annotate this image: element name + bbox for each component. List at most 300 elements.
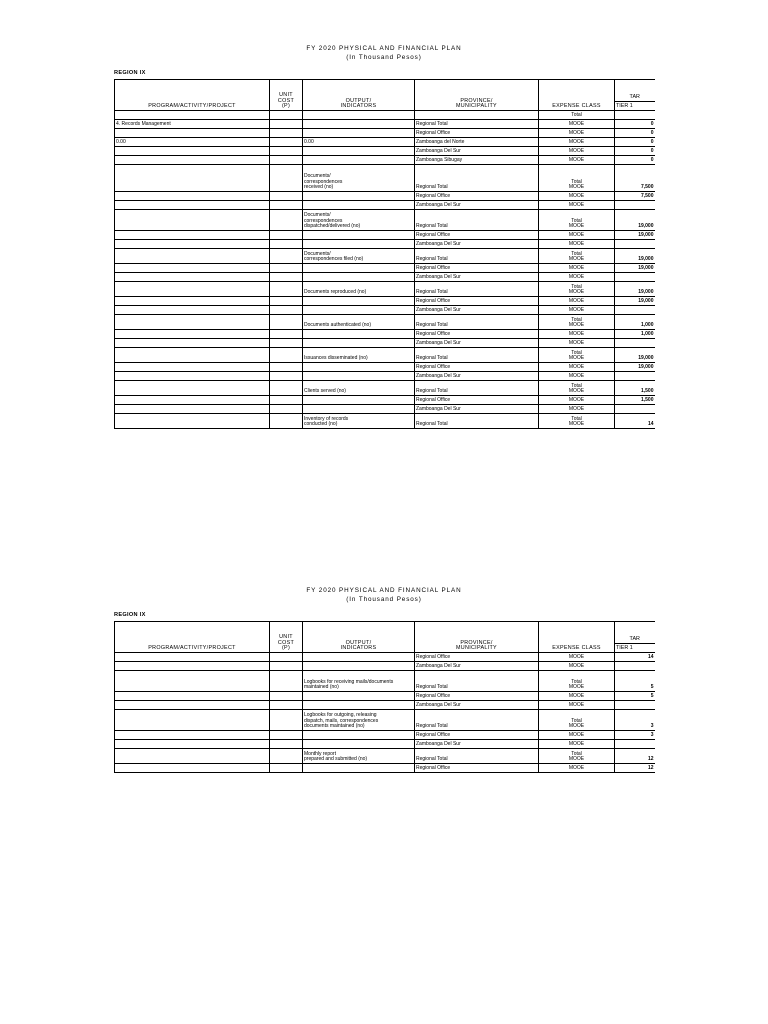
province-cell: Regional Office xyxy=(415,692,539,701)
expense-cell xyxy=(539,111,615,120)
cell-line: COST xyxy=(277,639,295,646)
program-cell xyxy=(115,297,270,306)
cell-line: (P) xyxy=(281,103,291,110)
expense-cell xyxy=(539,147,615,156)
program-cell xyxy=(115,273,270,282)
header-row xyxy=(115,80,655,102)
cell-line: Documents authenticated (no) xyxy=(304,322,371,329)
cell-line: MOOE xyxy=(568,241,585,248)
cell-line: MOOE xyxy=(568,139,585,146)
expense-cell xyxy=(539,264,615,273)
expense-cell xyxy=(539,381,615,396)
cell-line: MOOE xyxy=(568,355,585,362)
cell-line: MOOE xyxy=(568,193,585,200)
unit-cost-cell xyxy=(270,306,303,315)
header-output xyxy=(303,622,415,653)
table-row xyxy=(115,653,655,662)
expense-cell xyxy=(539,710,615,731)
program-cell xyxy=(115,111,270,120)
table-row xyxy=(115,111,655,120)
program-cell xyxy=(115,264,270,273)
table-row xyxy=(115,701,655,710)
table-row xyxy=(115,405,655,414)
province-cell: Zamboanga Del Sur xyxy=(415,701,539,710)
target-value-cell: 0 xyxy=(615,129,655,138)
province-cell: Zamboanga Del Sur xyxy=(415,201,539,210)
cell-line: Total xyxy=(571,382,582,389)
header-output xyxy=(303,80,415,111)
target-value-cell xyxy=(615,701,655,710)
province-cell: Regional Office xyxy=(415,363,539,372)
expense-cell xyxy=(539,653,615,662)
cell-line: maintained (no) xyxy=(304,684,339,691)
output-cell xyxy=(303,396,415,405)
output-cell xyxy=(303,120,415,129)
table-row xyxy=(115,147,655,156)
output-cell xyxy=(303,282,415,297)
table-row xyxy=(115,306,655,315)
header-province xyxy=(415,622,539,653)
header-program: PROGRAM/ACTIVITY/PROJECT xyxy=(115,80,270,111)
expense-cell xyxy=(539,282,615,297)
target-value-cell: 19,000 xyxy=(615,264,655,273)
output-cell xyxy=(303,264,415,273)
cell-line: Total xyxy=(571,750,582,757)
cell-line: MOOE xyxy=(568,202,585,209)
output-cell xyxy=(303,138,415,147)
output-cell xyxy=(303,662,415,671)
program-cell xyxy=(115,701,270,710)
output-cell xyxy=(303,671,415,692)
unit-cost-cell xyxy=(270,210,303,231)
program-cell xyxy=(115,240,270,249)
program-cell: 4. Records Management xyxy=(115,120,270,129)
program-cell xyxy=(115,710,270,731)
cell-line: UNIT xyxy=(279,92,293,99)
output-cell xyxy=(303,710,415,731)
program-cell xyxy=(115,764,270,773)
table-row xyxy=(115,165,655,192)
header-expense-class: EXPENSE CLASS xyxy=(539,622,615,653)
unit-cost-cell xyxy=(270,111,303,120)
province-cell: Regional Office xyxy=(415,396,539,405)
output-cell xyxy=(303,111,415,120)
output-cell xyxy=(303,249,415,264)
cell-line: MOOE xyxy=(568,756,585,763)
output-cell xyxy=(303,156,415,165)
program-cell xyxy=(115,662,270,671)
output-cell xyxy=(303,210,415,231)
target-value-cell: 5 xyxy=(615,692,655,701)
program-cell xyxy=(115,405,270,414)
plan-page-1 xyxy=(0,44,768,428)
cell-line: correspondences filed (no) xyxy=(304,256,364,263)
expense-cell xyxy=(539,662,615,671)
header-unit-cost xyxy=(270,80,303,111)
target-value-cell: 0 xyxy=(615,138,655,147)
target-value-cell: 7,500 xyxy=(615,192,655,201)
expense-cell xyxy=(539,192,615,201)
target-value-cell: 19,000 xyxy=(615,210,655,231)
target-value-cell: 12 xyxy=(615,749,655,764)
cell-line: received (no) xyxy=(304,184,334,191)
expense-cell xyxy=(539,396,615,405)
output-cell xyxy=(303,240,415,249)
output-cell xyxy=(303,231,415,240)
province-cell: Regional Office xyxy=(415,653,539,662)
unit-cost-cell xyxy=(270,749,303,764)
target-value-cell xyxy=(615,273,655,282)
cell-line: Total xyxy=(571,316,582,323)
table-row xyxy=(115,297,655,306)
cell-line: MOOE xyxy=(568,741,585,748)
output-cell xyxy=(303,273,415,282)
program-cell xyxy=(115,210,270,231)
expense-cell xyxy=(539,348,615,363)
table-row xyxy=(115,671,655,692)
table-row xyxy=(115,249,655,264)
cell-line: MOOE xyxy=(568,765,585,772)
expense-cell xyxy=(539,405,615,414)
program-cell xyxy=(115,692,270,701)
province-cell: Regional Office xyxy=(415,764,539,773)
page-title: FY 2020 PHYSICAL AND FINANCIAL PLAN xyxy=(306,587,462,594)
cell-line: OUTPUT/ xyxy=(345,639,372,646)
cell-line: Total xyxy=(571,349,582,356)
table-row xyxy=(115,201,655,210)
province-cell: Zamboanga Del Sur xyxy=(415,405,539,414)
table-row xyxy=(115,749,655,764)
province-cell: Zamboanga Del Sur xyxy=(415,273,539,282)
cell-line: Logbooks for receiving mails/documents xyxy=(304,678,394,685)
target-value-cell xyxy=(615,201,655,210)
province-cell: Zamboanga Del Sur xyxy=(415,147,539,156)
cell-line: Inventory of records xyxy=(304,415,349,422)
table-row xyxy=(115,138,655,147)
expense-cell xyxy=(539,129,615,138)
cell-line: Total xyxy=(571,717,582,724)
expense-cell xyxy=(539,120,615,129)
cell-line: Total xyxy=(571,178,582,185)
target-value-cell: 3 xyxy=(615,731,655,740)
output-cell xyxy=(303,201,415,210)
cell-line: MOOE xyxy=(568,684,585,691)
program-cell xyxy=(115,372,270,381)
unit-cost-cell xyxy=(270,315,303,330)
unit-cost-cell xyxy=(270,138,303,147)
unit-cost-cell xyxy=(270,381,303,396)
cell-line: MOOE xyxy=(568,148,585,155)
unit-cost-cell xyxy=(270,701,303,710)
header-target: TAR xyxy=(615,622,655,644)
program-cell xyxy=(115,749,270,764)
header-expense-class: EXPENSE CLASS xyxy=(539,80,615,111)
program-cell xyxy=(115,192,270,201)
expense-cell xyxy=(539,330,615,339)
expense-cell xyxy=(539,231,615,240)
target-value-cell: 19,000 xyxy=(615,231,655,240)
expense-cell xyxy=(539,273,615,282)
province-cell: Regional Total xyxy=(415,249,539,264)
program-cell xyxy=(115,731,270,740)
cell-line: UNIT xyxy=(279,634,293,641)
cell-line: OUTPUT/ xyxy=(345,97,372,104)
header-row xyxy=(115,622,655,644)
plan-table xyxy=(114,79,655,429)
table-row xyxy=(115,710,655,731)
plan-page-2 xyxy=(0,586,768,772)
table-row xyxy=(115,273,655,282)
cell-line: 0.00 xyxy=(304,139,314,146)
cell-line: MOOE xyxy=(568,265,585,272)
page-subtitle: (In Thousand Pesos) xyxy=(346,54,422,61)
output-cell xyxy=(303,165,415,192)
province-cell: Zamboanga Sibugay xyxy=(415,156,539,165)
cell-line: MOOE xyxy=(568,732,585,739)
cell-line: Documents/ xyxy=(304,212,331,219)
cell-line: MOOE xyxy=(568,723,585,730)
cell-line: MOOE xyxy=(568,364,585,371)
cell-line: MOOE xyxy=(568,130,585,137)
expense-cell xyxy=(539,240,615,249)
province-cell: Regional Office xyxy=(415,731,539,740)
cell-line: MOOE xyxy=(568,702,585,709)
table-row xyxy=(115,381,655,396)
cell-line: MOOE xyxy=(568,232,585,239)
output-cell xyxy=(303,731,415,740)
unit-cost-cell xyxy=(270,710,303,731)
province-cell: Regional Office xyxy=(415,192,539,201)
cell-line: MOOE xyxy=(568,289,585,296)
region-label: REGION IX xyxy=(114,70,146,76)
cell-line: MOOE xyxy=(568,397,585,404)
expense-cell xyxy=(539,372,615,381)
expense-cell xyxy=(539,156,615,165)
output-cell xyxy=(303,414,415,429)
expense-cell xyxy=(539,731,615,740)
expense-cell xyxy=(539,339,615,348)
expense-cell xyxy=(539,165,615,192)
unit-cost-cell xyxy=(270,264,303,273)
target-value-cell xyxy=(615,662,655,671)
header-program: PROGRAM/ACTIVITY/PROJECT xyxy=(115,622,270,653)
output-cell xyxy=(303,740,415,749)
program-cell xyxy=(115,249,270,264)
cell-line: Documents/ xyxy=(304,173,331,180)
province-cell: Regional Total xyxy=(415,282,539,297)
program-cell xyxy=(115,653,270,662)
unit-cost-cell xyxy=(270,297,303,306)
unit-cost-cell xyxy=(270,192,303,201)
target-value-cell: 5 xyxy=(615,671,655,692)
table-row xyxy=(115,192,655,201)
program-cell xyxy=(115,231,270,240)
target-value-cell xyxy=(615,740,655,749)
table-row xyxy=(115,372,655,381)
table-row xyxy=(115,231,655,240)
cell-line: MOOE xyxy=(568,373,585,380)
cell-line: Total xyxy=(571,678,582,685)
output-cell xyxy=(303,339,415,348)
table-row xyxy=(115,210,655,231)
expense-cell xyxy=(539,671,615,692)
unit-cost-cell xyxy=(270,201,303,210)
unit-cost-cell xyxy=(270,330,303,339)
program-cell: 0.00 xyxy=(115,138,270,147)
output-cell xyxy=(303,405,415,414)
cell-line: MOOE xyxy=(568,274,585,281)
target-value-cell xyxy=(615,405,655,414)
expense-cell xyxy=(539,414,615,429)
target-value-cell: 1,000 xyxy=(615,330,655,339)
program-cell xyxy=(115,396,270,405)
unit-cost-cell xyxy=(270,662,303,671)
output-cell xyxy=(303,764,415,773)
target-value-cell: 0 xyxy=(615,147,655,156)
cell-line: Issuances disseminated (no) xyxy=(304,355,368,362)
cell-line: dispatched/delivered (no) xyxy=(304,223,361,230)
unit-cost-cell xyxy=(270,692,303,701)
output-cell xyxy=(303,315,415,330)
target-value-cell: 19,000 xyxy=(615,282,655,297)
cell-line: MOOE xyxy=(568,331,585,338)
unit-cost-cell xyxy=(270,405,303,414)
unit-cost-cell xyxy=(270,273,303,282)
program-cell xyxy=(115,156,270,165)
output-cell xyxy=(303,129,415,138)
unit-cost-cell xyxy=(270,231,303,240)
table-row xyxy=(115,414,655,429)
program-cell xyxy=(115,348,270,363)
unit-cost-cell xyxy=(270,165,303,192)
cell-line: dispatch, mails, correspondences xyxy=(304,717,379,724)
target-value-cell xyxy=(615,306,655,315)
table-row xyxy=(115,363,655,372)
cell-line: MOOE xyxy=(568,406,585,413)
output-cell xyxy=(303,297,415,306)
target-value-cell xyxy=(615,111,655,120)
table-row xyxy=(115,240,655,249)
program-cell xyxy=(115,339,270,348)
table-row xyxy=(115,740,655,749)
province-cell: Regional Office xyxy=(415,297,539,306)
cell-line: MOOE xyxy=(568,184,585,191)
cell-line: correspondences xyxy=(304,178,343,185)
unit-cost-cell xyxy=(270,740,303,749)
cell-line: Documents reproduced (no) xyxy=(304,289,367,296)
target-value-cell: 0 xyxy=(615,156,655,165)
unit-cost-cell xyxy=(270,249,303,264)
target-value-cell: 14 xyxy=(615,653,655,662)
expense-cell xyxy=(539,740,615,749)
target-value-cell: 0 xyxy=(615,120,655,129)
province-cell xyxy=(415,111,539,120)
province-cell: Zamboanga Del Sur xyxy=(415,740,539,749)
province-cell: Zamboanga Del Sur xyxy=(415,662,539,671)
output-cell xyxy=(303,348,415,363)
expense-cell xyxy=(539,701,615,710)
table-row xyxy=(115,339,655,348)
province-cell: Zamboanga Del Sur xyxy=(415,240,539,249)
table-row xyxy=(115,129,655,138)
province-cell: Regional Total xyxy=(415,210,539,231)
expense-cell xyxy=(539,363,615,372)
cell-line: Total xyxy=(571,415,582,422)
output-cell xyxy=(303,363,415,372)
program-cell xyxy=(115,671,270,692)
table-row xyxy=(115,764,655,773)
cell-line: MOOE xyxy=(568,663,585,670)
table-row xyxy=(115,156,655,165)
output-cell xyxy=(303,653,415,662)
cell-line: Monthly report xyxy=(304,750,336,757)
table-row xyxy=(115,396,655,405)
expense-cell xyxy=(539,297,615,306)
program-cell xyxy=(115,129,270,138)
cell-line: Documents/ xyxy=(304,250,331,257)
target-value-cell: 14 xyxy=(615,414,655,429)
output-cell xyxy=(303,749,415,764)
expense-cell xyxy=(539,692,615,701)
output-cell xyxy=(303,330,415,339)
unit-cost-cell xyxy=(270,396,303,405)
cell-line: MOOE xyxy=(568,654,585,661)
output-cell xyxy=(303,147,415,156)
program-cell xyxy=(115,414,270,429)
province-cell: Regional Total xyxy=(415,315,539,330)
unit-cost-cell xyxy=(270,414,303,429)
program-cell xyxy=(115,165,270,192)
cell-line: correspondences xyxy=(304,217,343,224)
table-row xyxy=(115,692,655,701)
program-cell xyxy=(115,363,270,372)
expense-cell xyxy=(539,249,615,264)
unit-cost-cell xyxy=(270,120,303,129)
output-cell xyxy=(303,372,415,381)
cell-line: conducted (no) xyxy=(304,421,338,428)
province-cell: Zamboanga Del Sur xyxy=(415,339,539,348)
header-unit-cost xyxy=(270,622,303,653)
table-row xyxy=(115,282,655,297)
target-value-cell xyxy=(615,240,655,249)
table-row xyxy=(115,120,655,129)
table-row xyxy=(115,731,655,740)
expense-cell xyxy=(539,201,615,210)
cell-line: MOOE xyxy=(568,223,585,230)
unit-cost-cell xyxy=(270,363,303,372)
unit-cost-cell xyxy=(270,348,303,363)
target-value-cell: 19,000 xyxy=(615,297,655,306)
cell-line: PROVINCE/ xyxy=(460,97,493,104)
page-title: FY 2020 PHYSICAL AND FINANCIAL PLAN xyxy=(306,45,462,52)
province-cell: Regional Total xyxy=(415,165,539,192)
cell-line: MOOE xyxy=(568,388,585,395)
cell-line: MOOE xyxy=(568,307,585,314)
cell-line: prepared and submitted (no) xyxy=(304,756,368,763)
header-tier: TIER 1 xyxy=(615,644,655,653)
cell-line: MOOE xyxy=(568,421,585,428)
target-value-cell: 19,000 xyxy=(615,249,655,264)
program-cell xyxy=(115,330,270,339)
province-cell: Regional Total xyxy=(415,710,539,731)
cell-line: MOOE xyxy=(568,340,585,347)
cell-line: Total xyxy=(571,217,582,224)
expense-cell xyxy=(539,210,615,231)
expense-cell xyxy=(539,764,615,773)
program-cell xyxy=(115,306,270,315)
target-value-cell: 7,500 xyxy=(615,165,655,192)
province-cell: Regional Office xyxy=(415,231,539,240)
